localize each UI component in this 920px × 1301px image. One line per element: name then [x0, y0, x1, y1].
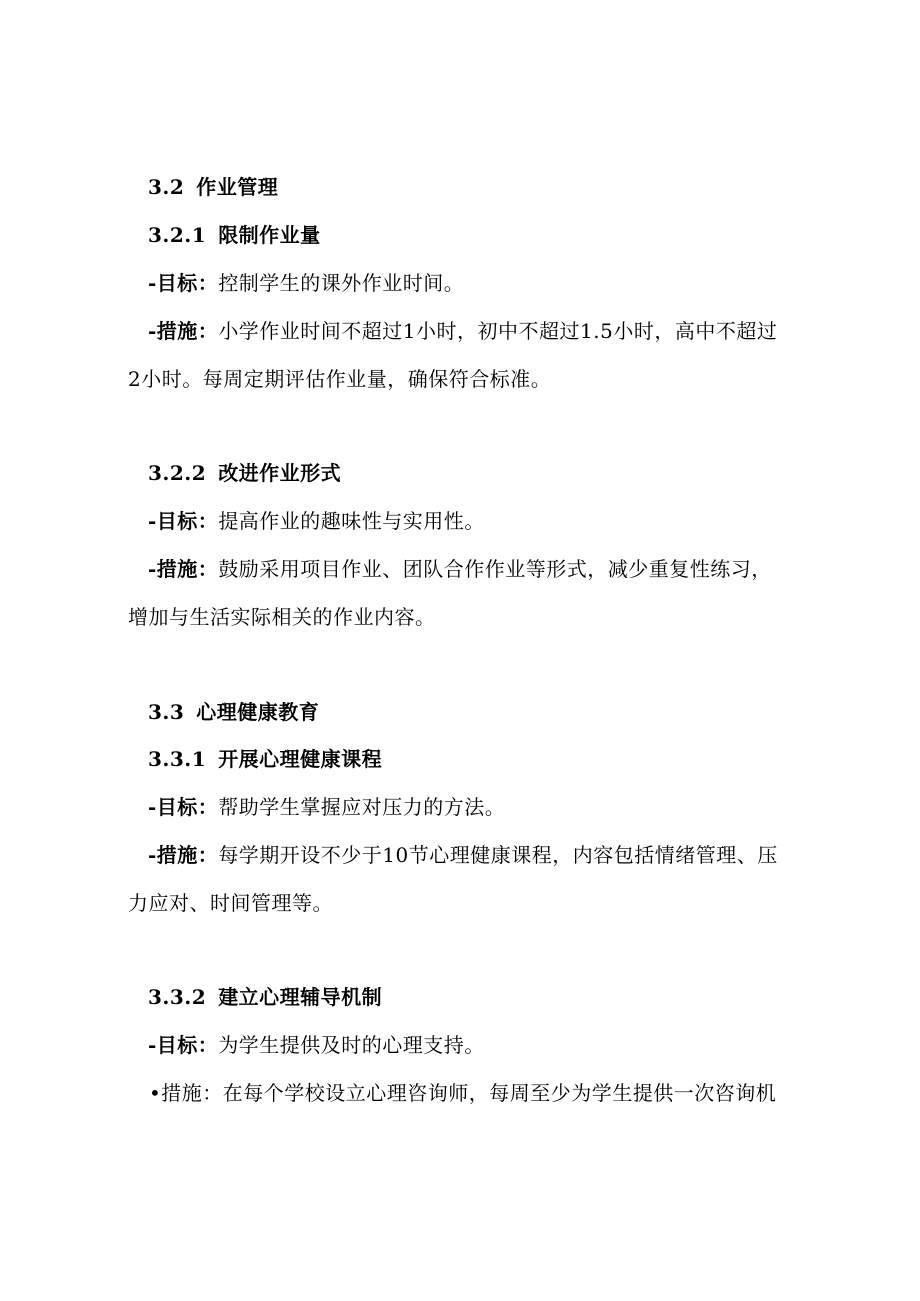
subsection-number: 3.2.1: [148, 223, 207, 247]
measure-text: 每学期开设不少于10节心理健康课程，内容包括情绪管理、压: [218, 843, 778, 867]
goal-text: 控制学生的课外作业时间。: [218, 271, 465, 295]
measure-text: 在每个学校设立心理咨询师，每周至少为学生提供一次咨询机: [222, 1081, 777, 1105]
goal-label: -目标：: [148, 1033, 219, 1057]
section-title: 作业管理: [196, 175, 279, 199]
goal-line-3-2-1: [148, 271, 464, 295]
goal-line-3-3-1: [148, 795, 505, 819]
subsection-title: 改进作业形式: [218, 461, 342, 485]
goal-line-3-2-2: [148, 509, 485, 533]
section-heading-3-3: [148, 700, 319, 724]
subsection-title: 开展心理健康课程: [218, 747, 383, 771]
subsection-number: 3.2.2: [148, 461, 207, 485]
subsection-number: 3.3.2: [148, 985, 207, 1009]
measure-text-continued: 力应对、时间管理等。: [128, 891, 333, 915]
measure-continuation-3-2-1: [128, 367, 551, 391]
measure-continuation-3-3-1: [128, 891, 333, 915]
subsection-heading-3-2-2: [148, 461, 341, 485]
section-title: 心理健康教育: [196, 700, 320, 724]
goal-label: -目标：: [148, 271, 219, 295]
measure-line-3-2-2: [148, 557, 772, 581]
section-number: 3.3: [148, 700, 185, 724]
measure-line-3-3-2: [149, 1081, 776, 1105]
goal-text: 为学生提供及时的心理支持。: [218, 1033, 485, 1057]
section-heading-3-2: [148, 175, 278, 199]
measure-label: -措施：: [148, 319, 219, 343]
measure-line-3-3-1: [148, 843, 778, 867]
subsection-title: 建立心理辅导机制: [218, 985, 383, 1009]
measure-label: -措施：: [148, 557, 219, 581]
goal-line-3-3-2: [148, 1033, 485, 1057]
goal-text: 帮助学生掌握应对压力的方法。: [218, 795, 506, 819]
section-number: 3.2: [148, 175, 185, 199]
measure-text: 小学作业时间不超过1小时，初中不超过1.5小时，高中不超过: [218, 319, 778, 343]
goal-text: 提高作业的趣味性与实用性。: [218, 509, 485, 533]
measure-text-continued: 2小时。每周定期评估作业量，确保符合标准。: [128, 367, 552, 391]
measure-continuation-3-2-2: [128, 605, 436, 629]
subsection-title: 限制作业量: [218, 223, 321, 247]
subsection-heading-3-3-2: [148, 985, 382, 1009]
goal-label: -目标：: [148, 795, 219, 819]
goal-label: -目标：: [148, 509, 219, 533]
subsection-heading-3-2-1: [148, 223, 321, 247]
subsection-heading-3-3-1: [148, 747, 382, 771]
subsection-number: 3.3.1: [148, 747, 207, 771]
measure-line-3-2-1: [148, 319, 777, 343]
measure-text-continued: 增加与生活实际相关的作业内容。: [128, 605, 436, 629]
measure-label: •措施：: [149, 1081, 223, 1105]
measure-label: -措施：: [148, 843, 219, 867]
measure-text: 鼓励采用项目作业、团队合作作业等形式，减少重复性练习，: [218, 557, 772, 581]
